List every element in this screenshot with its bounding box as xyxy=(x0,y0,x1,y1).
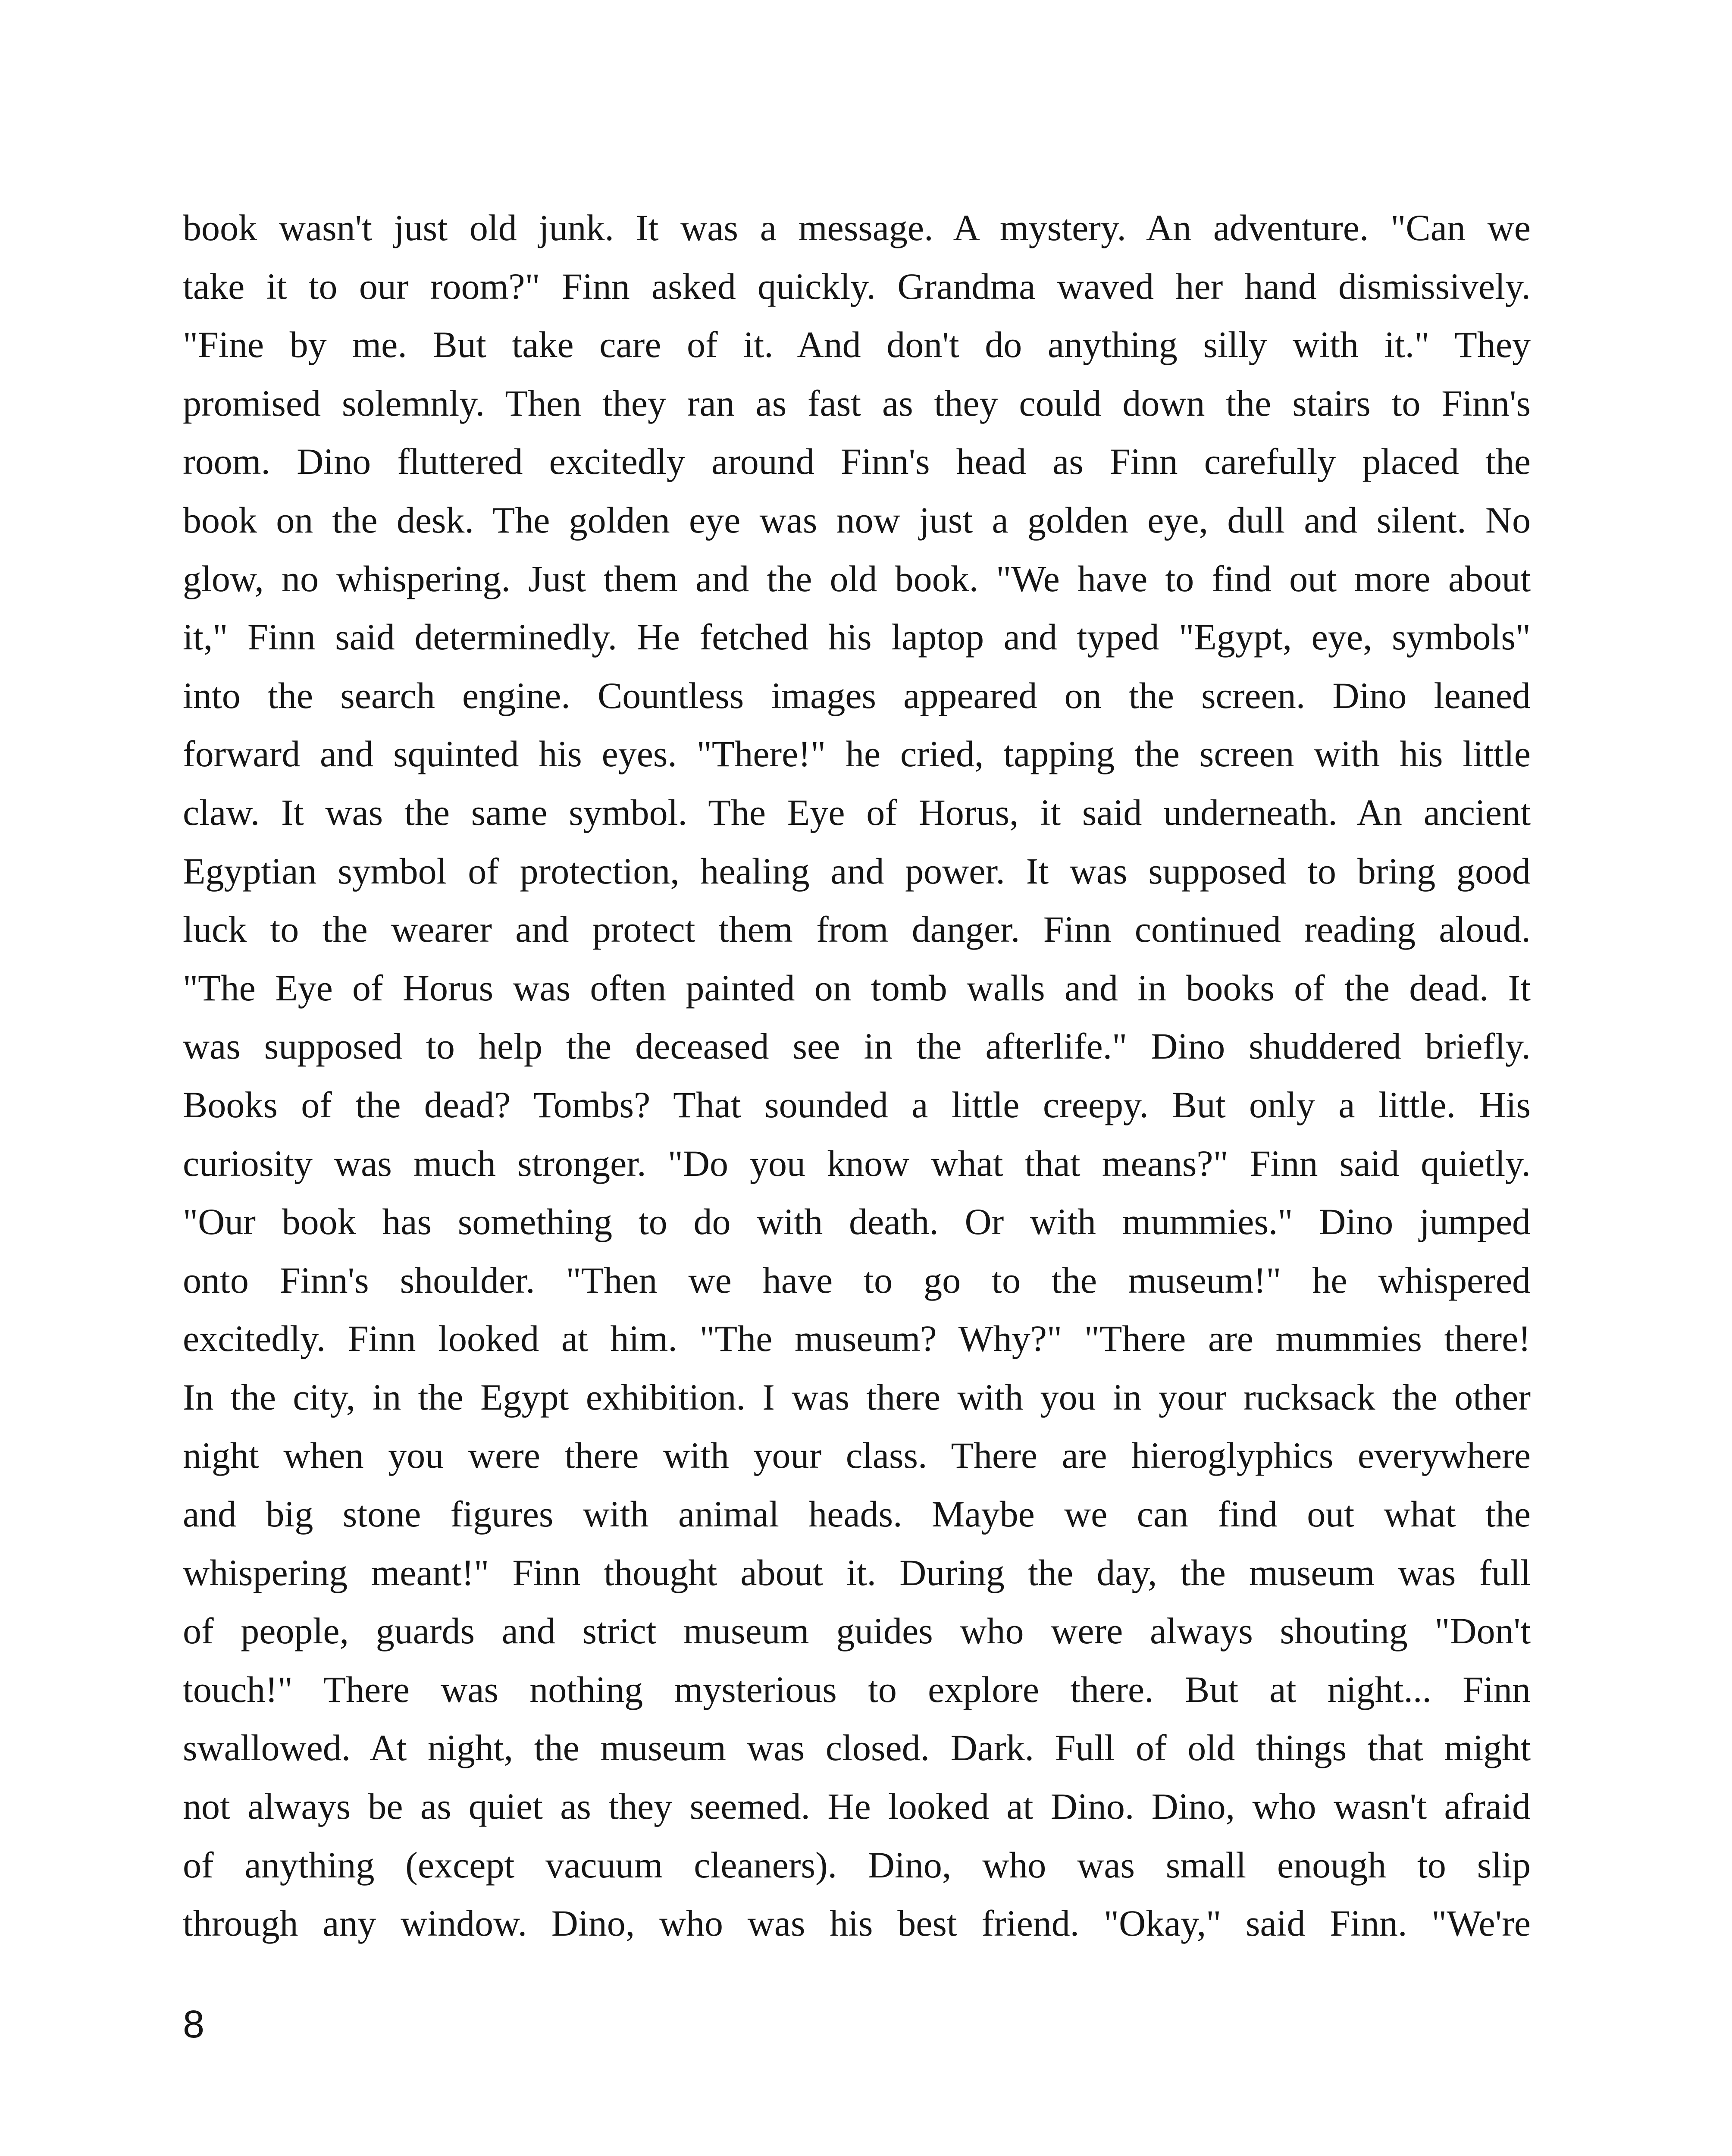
text-line: room. Dino fluttered excitedly around Finn's head as Finn carefully placed the xyxy=(183,441,1531,483)
text-line: night when you were there with your class. There are hieroglyphics everywhere xyxy=(183,1435,1531,1476)
text-line: it," Finn said determinedly. He fetched his laptop and typed "Egypt, eye, symbols" xyxy=(183,616,1531,658)
text-line: not always be as quiet as they seemed. He looked at Dino. Dino, who wasn't afraid xyxy=(183,1786,1531,1827)
text-line: swallowed. At night, the museum was closed. Dark. Full of old things that might xyxy=(183,1727,1531,1769)
text-line: book on the desk. The golden eye was now just a golden eye, dull and silent. No xyxy=(183,499,1531,541)
text-line: take it to our room?" Finn asked quickly. Grandma waved her hand dismissively. xyxy=(183,265,1531,307)
text-line: touch!" There was nothing mysterious to explore there. But at night... Finn xyxy=(183,1668,1531,1710)
text-line: through any window. Dino, who was his best friend. "Okay," said Finn. "We're xyxy=(183,1902,1531,1944)
text-line: was supposed to help the deceased see in the afterlife." Dino shuddered briefly. xyxy=(183,1025,1531,1067)
text-line: onto Finn's shoulder. "Then we have to go to the museum!" he whispered xyxy=(183,1259,1531,1301)
text-line: whispering meant!" Finn thought about it. During the day, the museum was full xyxy=(183,1551,1531,1593)
text-line: and big stone figures with animal heads. Maybe we can find out what the xyxy=(183,1493,1531,1535)
text-line: forward and squinted his eyes. "There!" he cried, tapping the screen with his little xyxy=(183,733,1531,775)
text-line: luck to the wearer and protect them from danger. Finn continued reading aloud. xyxy=(183,909,1531,950)
text-line: In the city, in the Egypt exhibition. I was there with you in your rucksack the other xyxy=(183,1376,1531,1418)
text-line: into the search engine. Countless images appeared on the screen. Dino leaned xyxy=(183,674,1531,716)
text-line: "Fine by me. But take care of it. And don't do anything silly with it." They xyxy=(183,324,1531,366)
text-line: glow, no whispering. Just them and the old book. "We have to find out more about xyxy=(183,558,1531,599)
text-line: "Our book has something to do with death. Or with mummies." Dino jumped xyxy=(183,1201,1531,1243)
text-line: claw. It was the same symbol. The Eye of Horus, it said underneath. An ancient xyxy=(183,791,1531,833)
text-line: book wasn't just old junk. It was a message. A mystery. An adventure. "Can we xyxy=(183,207,1531,248)
text-line: excitedly. Finn looked at him. "The museum? Why?" "There are mummies there! xyxy=(183,1318,1531,1360)
text-line: curiosity was much stronger. "Do you know what that means?" Finn said quietly. xyxy=(183,1142,1531,1184)
text-line: of people, guards and strict museum guides who were always shouting "Don't xyxy=(183,1610,1531,1652)
body-text xyxy=(183,199,1531,1953)
text-line: of anything (except vacuum cleaners). Dino, who was small enough to slip xyxy=(183,1844,1531,1886)
text-line: "The Eye of Horus was often painted on tomb walls and in books of the dead. It xyxy=(183,967,1531,1009)
text-line: Books of the dead? Tombs? That sounded a little creepy. But only a little. His xyxy=(183,1084,1531,1125)
text-line: Egyptian symbol of protection, healing and power. It was supposed to bring good xyxy=(183,850,1531,892)
page-number: 8 xyxy=(183,2003,205,2046)
text-line: promised solemnly. Then they ran as fast as they could down the stairs to Finn's xyxy=(183,382,1531,424)
